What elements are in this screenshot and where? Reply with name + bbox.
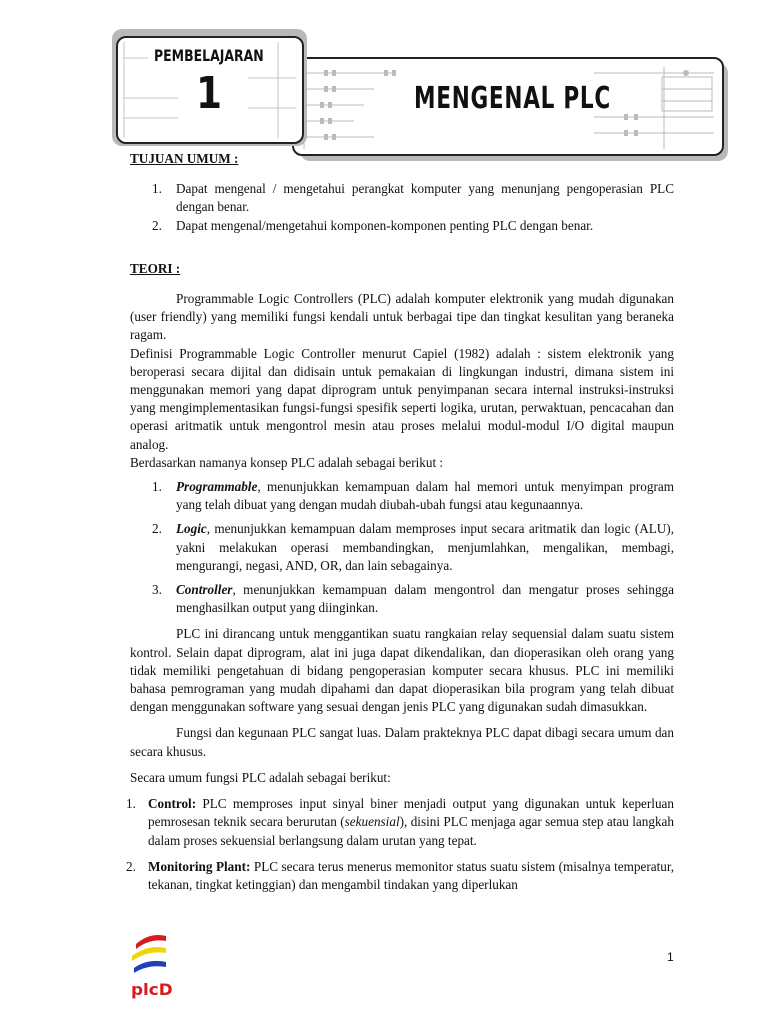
plcd-logo-icon — [130, 930, 170, 980]
list-number: 3. — [152, 582, 162, 598]
list-text: ), disini PLC menjaga agar semua step atau langkah dalam proses sekuensial berlangsung dalam urutan yang tepat. — [148, 814, 674, 848]
list-text: , menunjukkan kemampuan dalam mengontrol dan mengatur proses sehingga menghasilkan output yang diinginkan. — [176, 582, 674, 616]
list-item — [152, 520, 674, 575]
function-list — [126, 795, 674, 894]
list-number: 1. — [152, 181, 162, 197]
lesson-number: 1 — [196, 68, 223, 119]
paragraph: Programmable Logic Controllers (PLC) adalah komputer elektronik yang mudah digunakan (user friendly) yang memiliki fungsi kendali untuk berbagai tipe dan tingkat kesulitan yang beraneka ragam. — [130, 291, 674, 343]
paragraph: Definisi Programmable Logic Controller menurut Capiel (1982) adalah : sistem elektronik yang beroperasi secara dijital dan didisain untuk pemakaian di lingkungan industri, dimana sistem ini menggunakan memori yang dapat diprogram untuk penyimpanan secara internal instruksi-instruksi yang mengimplementasikan fungsi-fungsi spesifik seperti logika, urutan, perwaktuan, pencacahan dan operasi aritmatik untuk mengontrol mesin atau proses melalui modul-modul I/O digital maupun analog. — [130, 345, 674, 452]
concept-term: Logic — [176, 521, 207, 537]
list-item — [152, 180, 674, 216]
list-number: 1. — [126, 796, 136, 812]
page-title: MENGENAL PLC — [414, 81, 611, 116]
list-item — [152, 581, 674, 617]
list-number: 2. — [126, 858, 136, 874]
lesson-label: PEMBELAJARAN — [154, 46, 264, 65]
title-banner — [292, 57, 724, 156]
paragraph: PLC ini dirancang untuk menggantikan suatu rangkaian relay sequensial dalam suatu sistem kontrol. Selain dapat diprogram, alat ini juga dapat dikendalikan, dan dioperasikan oleh orang yang tidak memiliki pengetahuan di bidang pengoperasian komputer secara khusus. PLC ini memiliki bahasa pemrograman yang mudah dipahami dan dapat dioperasikan bila program yang telah dibuat dengan menggunakan software yang sesuai dengan jenis PLC yang digunakan sudah dimasukkan. — [130, 626, 674, 715]
list-text: , menunjukkan kemampuan dalam memproses input secara aritmatik dan logic (ALU), yakni melakukan operasi membandingkan, menjumlahkan, mengalikan, membagi, mengurangi, negasi, AND, OR, dan lain sebagainya. — [176, 521, 674, 573]
function-term: Control: — [148, 796, 197, 812]
list-text: Dapat mengenal / mengetahui perangkat komputer yang menunjang pengoperasian PLC dengan benar. — [176, 181, 674, 215]
list-number: 2. — [152, 521, 162, 537]
function-term: Monitoring Plant: — [148, 858, 251, 874]
list-text: PLC memproses input sinyal biner menjadi output yang digunakan untuk keperluan pemrosesan teknik secara berurutan ( — [148, 796, 674, 830]
teori-heading: TEORI : — [130, 260, 181, 276]
logo-text: plcD — [131, 980, 173, 999]
document-body — [126, 150, 674, 894]
list-item — [152, 217, 674, 235]
list-text-italic: sekuensial — [344, 814, 400, 830]
concept-term: Programmable — [176, 479, 258, 495]
tujuan-list — [152, 180, 674, 235]
list-item — [126, 858, 674, 894]
paragraph: Secara umum fungsi PLC adalah sebagai berikut: — [130, 769, 391, 785]
concept-list — [152, 478, 674, 617]
list-item — [152, 478, 674, 514]
concept-term: Controller — [176, 582, 233, 598]
list-number: 2. — [152, 217, 162, 233]
list-text: , menunjukkan kemampuan dalam hal memori untuk menyimpan program yang telah dibuat yang dengan mudah diubah-ubah fungsi atau kegunaannya. — [176, 479, 674, 513]
paragraph: Berdasarkan namanya konsep PLC adalah sebagai berikut : — [130, 454, 444, 470]
page-number: 1 — [667, 950, 674, 964]
list-number: 1. — [152, 479, 162, 495]
paragraph: Fungsi dan kegunaan PLC sangat luas. Dalam prakteknya PLC dapat dibagi secara umum dan secara khusus. — [130, 725, 674, 759]
tujuan-heading: TUJUAN UMUM : — [130, 151, 239, 166]
list-item — [126, 795, 674, 850]
lesson-box — [116, 36, 304, 144]
list-text: PLC secara terus menerus memonitor status suatu sistem (misalnya temperatur, tekanan, tingkat ketinggian) dan mengambil tindakan yang diperlukan — [148, 858, 674, 892]
list-text: Dapat mengenal/mengetahui komponen-komponen penting PLC dengan benar. — [176, 217, 594, 233]
